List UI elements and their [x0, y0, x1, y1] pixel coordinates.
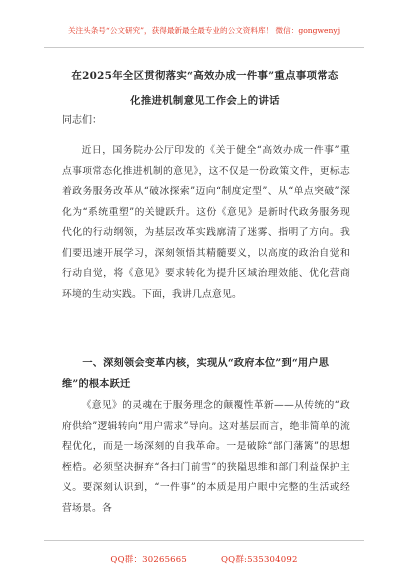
footer — [0, 553, 408, 565]
greeting: 同志们： — [62, 115, 102, 126]
title-line-2: 化推进机制意见工作会上的讲话 — [130, 95, 280, 107]
section-heading-1: 一、深刻领会变革内核，实现从“政府本位”到“用户思维”的根本跃迁 — [62, 357, 330, 390]
paragraph-intro: 近日，国务院办公厅印发的《关于健全“高效办成一件事”重点事项常态化推进机制的意见》，这不仅是一份政策文件，更标志着政务服务改革从“破冰探索”迈向“制度定型”、从“单点突破”深化为“系统重塑”的关键跃升。这份《意见》是新时代政务服务现代化的行动纲领，为基层改革实践廓清了迷雾、指明了方向。我们要迅速开展学习，深刻领悟其精髓要义，以高度的政治自觉和行动自觉，将《意见》要求转化为提升区域治理效能、优化营商环境的生动实践。下面，我讲几点意见。 — [62, 145, 350, 300]
footer-qq-group-2: QQ群:535304092 — [221, 555, 298, 565]
footer-divider — [44, 540, 364, 541]
header-banner: 关注头条号“公文研究”，获得最新最全最专业的公文资料库！ 微信：gongwenyj — [67, 26, 341, 35]
document-title — [42, 64, 368, 114]
title-line-1: 在2025年全区贯彻落实“高效办成一件事”重点事项常态 — [71, 70, 339, 82]
header-divider — [44, 47, 364, 48]
footer-qq-group-1: QQ群：30265665 — [110, 555, 188, 565]
paragraph-section-1: 《意见》的灵魂在于服务理念的颠覆性革新——从传统的“政府供给”逻辑转向“用户需求”导向。这对基层而言，绝非简单的流程优化，而是一场深刻的自我革命。一是破除“部门藩篱”的思想桎梏。必须坚决摒弃“各扫门前雪”的狭隘思维和部门利益保护主义。要深刻认识到，“一件事”的本质是用户眼中完整的生活或经营场景。各 — [62, 400, 350, 514]
